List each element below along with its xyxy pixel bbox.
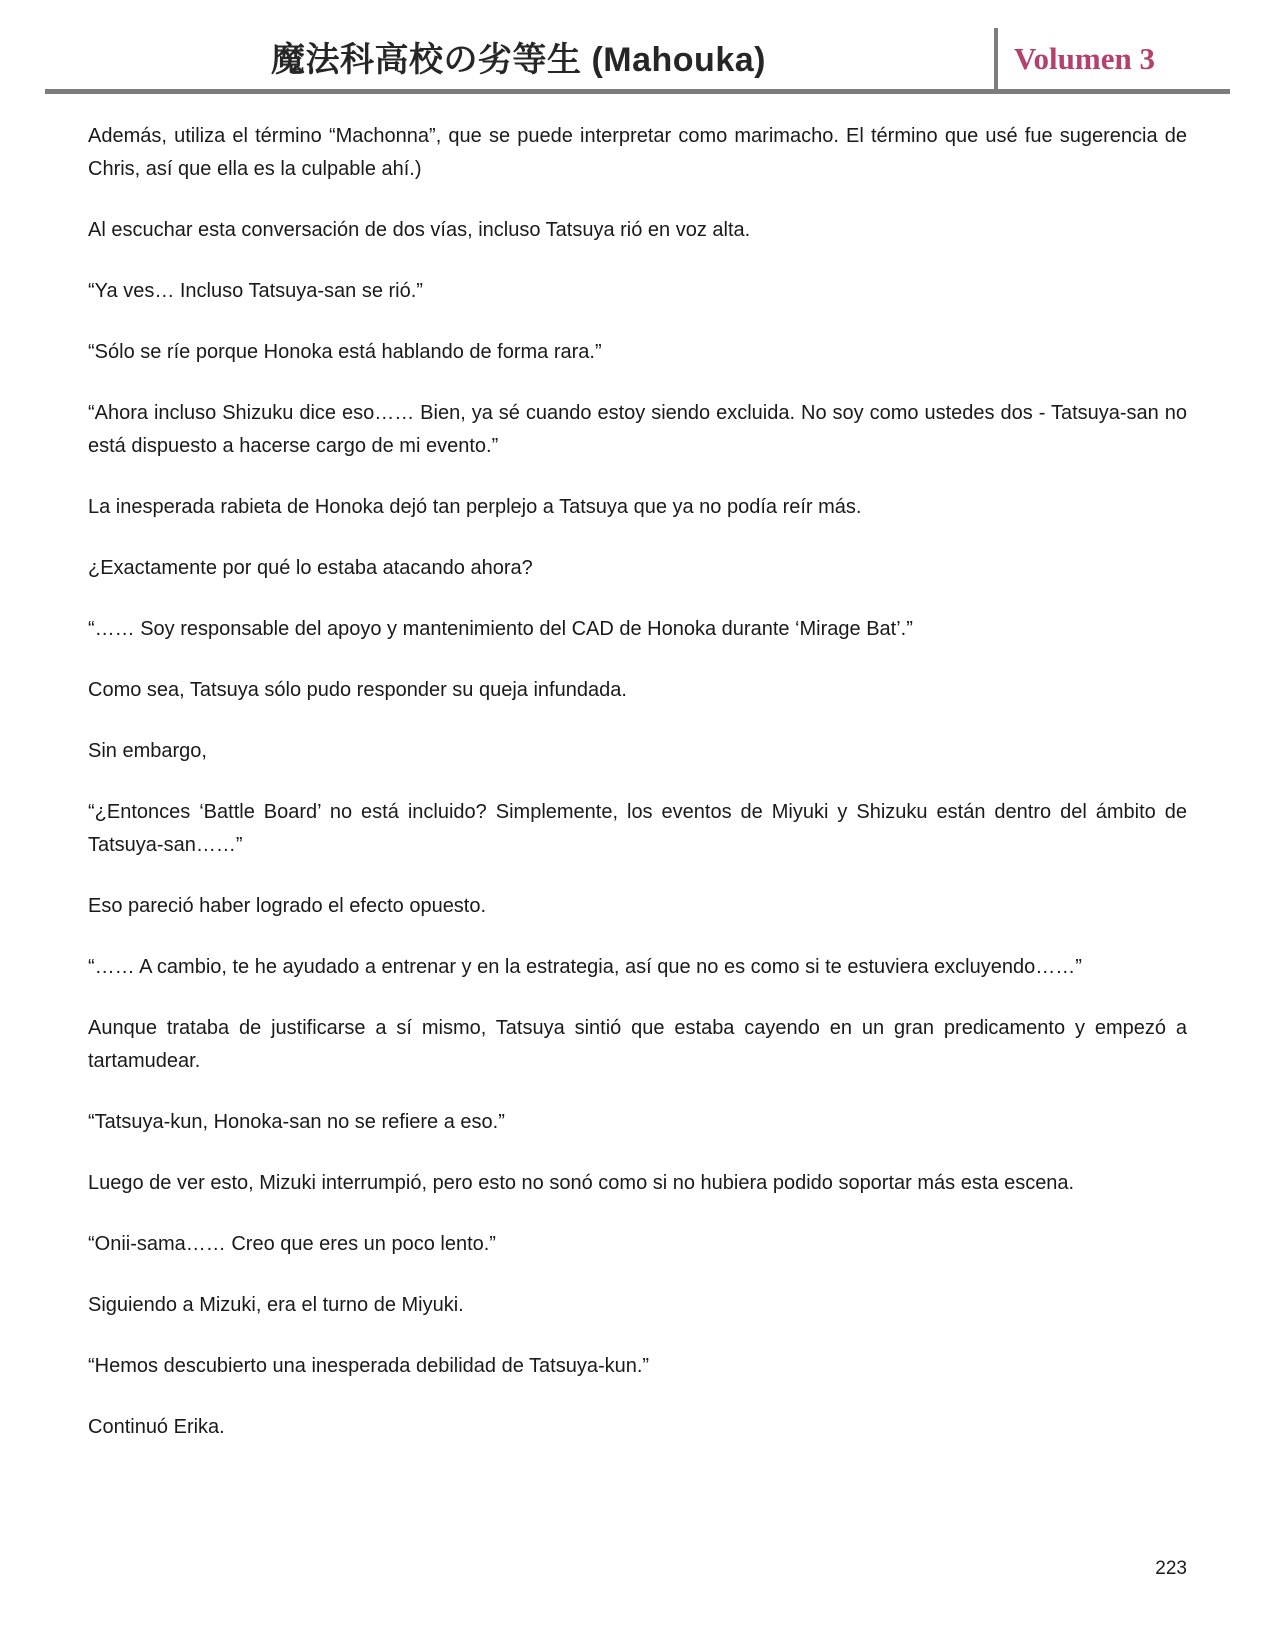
header-volume-cell	[998, 0, 1232, 89]
paragraph: Sin embargo,	[88, 740, 207, 762]
paragraph: Luego de ver esto, Mizuki interrumpió, pero esto no sonó como si no hubiera podido soportar más esta escena.	[88, 1172, 1075, 1194]
body-text	[88, 120, 1187, 1444]
paragraph: Continuó Erika.	[88, 1416, 225, 1438]
paragraph: La inesperada rabieta de Honoka dejó tan perplejo a Tatsuya que ya no podía reír más.	[88, 496, 862, 518]
paragraph: Además, utiliza el término “Machonna”, que se puede interpretar como marimacho. El término que usé fue sugerencia de Chris, así que ella es la culpable ahí.)	[88, 125, 1187, 180]
paragraph: “Ahora incluso Shizuku dice eso…… Bien, ya sé cuando estoy siendo excluida. No soy como ustedes dos - Tatsuya-san no está dispuesto a hacerse cargo de mi evento.”	[88, 402, 1187, 457]
header-title-cell	[43, 0, 994, 89]
paragraph: “…… A cambio, te he ayudado a entrenar y en la estrategia, así que no es como si te estuviera excluyendo……”	[88, 956, 1082, 978]
paragraph: “¿Entonces ‘Battle Board’ no está incluido? Simplemente, los eventos de Miyuki y Shizuku están dentro del ámbito de Tatsuya-san……”	[88, 801, 1187, 856]
paragraph: ¿Exactamente por qué lo estaba atacando ahora?	[88, 557, 533, 579]
header-rule	[45, 89, 1230, 94]
paragraph: Como sea, Tatsuya sólo pudo responder su queja infundada.	[88, 679, 627, 701]
paragraph: Aunque trataba de justificarse a sí mismo, Tatsuya sintió que estaba cayendo en un gran predicamento y empezó a tartamudear.	[88, 1017, 1187, 1072]
paragraph: Al escuchar esta conversación de dos vías, incluso Tatsuya rió en voz alta.	[88, 219, 751, 241]
paragraph: “Tatsuya-kun, Honoka-san no se refiere a eso.”	[88, 1111, 505, 1133]
volume-label: Volumen 3	[1014, 41, 1155, 76]
paragraph: Siguiendo a Mizuki, era el turno de Miyuki.	[88, 1294, 464, 1316]
document-title: 魔法科高校の劣等生 (Mahouka)	[271, 41, 766, 79]
page-number: 223	[1155, 1558, 1187, 1579]
paragraph: “Onii-sama…… Creo que eres un poco lento.”	[88, 1233, 496, 1255]
paragraph: “…… Soy responsable del apoyo y mantenimiento del CAD de Honoka durante ‘Mirage Bat’.”	[88, 618, 913, 640]
paragraph: “Hemos descubierto una inesperada debilidad de Tatsuya-kun.”	[88, 1355, 650, 1377]
page-header	[43, 0, 1232, 89]
paragraph: “Sólo se ríe porque Honoka está hablando de forma rara.”	[88, 341, 602, 363]
paragraph: “Ya ves… Incluso Tatsuya-san se rió.”	[88, 280, 423, 302]
paragraph: Eso pareció haber logrado el efecto opuesto.	[88, 895, 487, 917]
